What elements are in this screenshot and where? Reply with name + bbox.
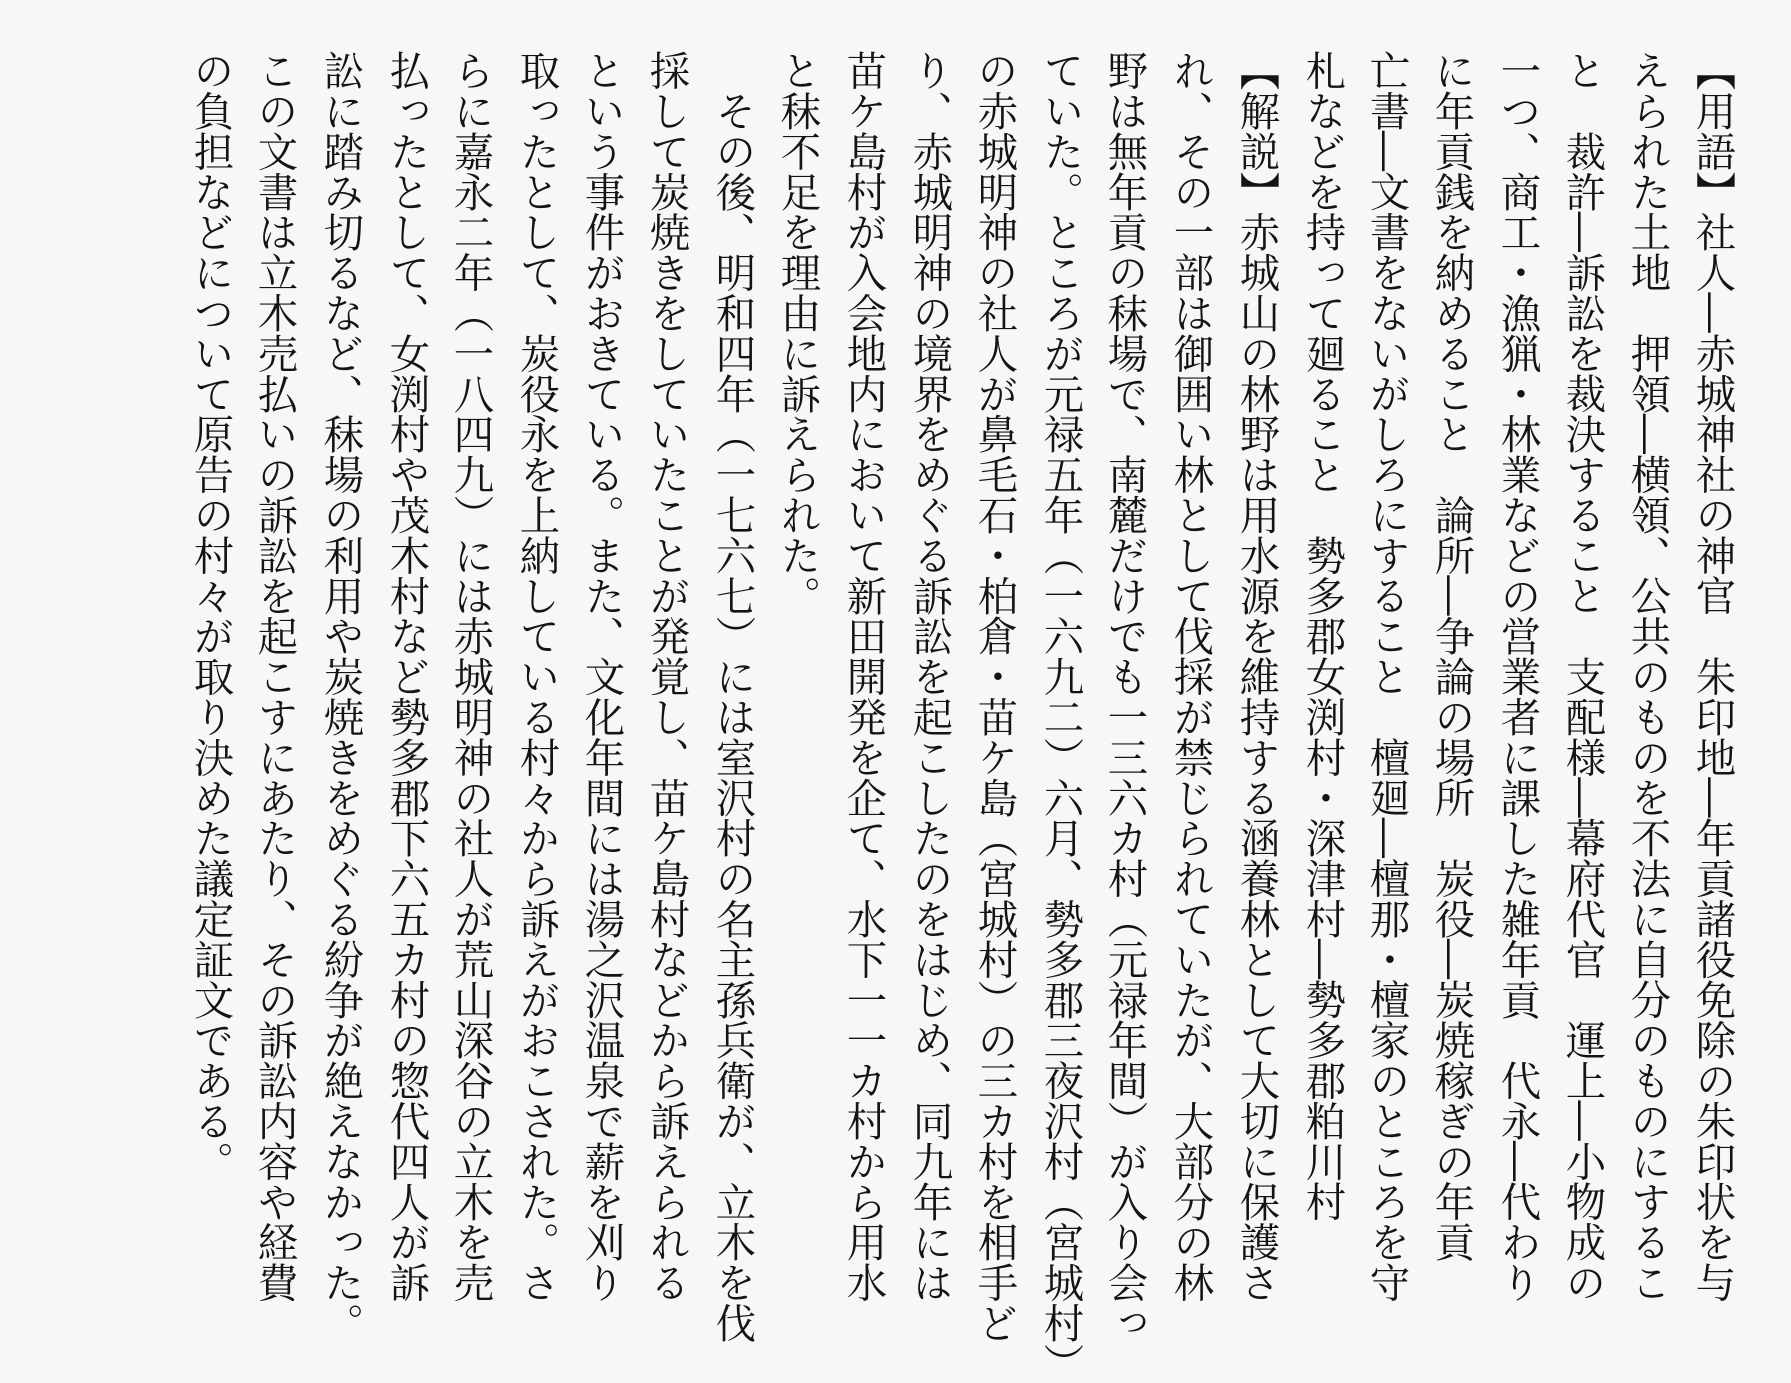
text-column-15: と秣不足を理由に訴えられた。 [773, 50, 822, 616]
text-column-4: 一つ、商工・漁猟・林業などの営業者に課した雑年貢 代永―代わり [1493, 50, 1542, 1303]
text-column-5: に年貢銭を納めること 論所―争論の場所 炭役―炭焼稼ぎの年貢 [1427, 50, 1476, 1262]
text-column-21: 払ったとして、女渕村や茂木村など勢多郡下六五カ村の惣代四人が訴 [382, 50, 431, 1303]
text-column-9: れ、その一部は御囲い林として伐採が禁じられていたが、大部分の林 [1166, 50, 1215, 1303]
text-column-1: 【用語】社人―赤城神社の神官 朱印地―年貢諸役免除の朱印状を与 [1688, 50, 1737, 1303]
text-column-3: と 裁許―訴訟を裁決すること 支配様―幕府代官 運上―小物成の [1558, 50, 1607, 1303]
text-column-23: この文書は立木売払いの訴訟を起こすにあたり、その訴訟内容や経費 [250, 50, 299, 1303]
text-column-10: 野は無年貢の秣場で、南麓だけでも一三六カ村（元禄年間）が入り会っ [1100, 50, 1149, 1343]
text-column-19: 取ったとして、炭役永を上納している村々から訴えがおこされた。さ [512, 50, 561, 1303]
text-column-12: の赤城明神の社人が鼻毛石・柏倉・苗ケ島（宮城村）の三カ村を相手ど [970, 50, 1019, 1343]
text-column-6: 亡書―文書をないがしろにすること 檀廻―檀那・檀家のところを守 [1362, 50, 1411, 1303]
text-column-14: 苗ケ島村が入会地内において新田開発を企て、水下一一カ村から用水 [839, 50, 888, 1303]
text-column-11: ていた。ところが元禄五年（一六九二）六月、勢多郡三夜沢村（宮城村） [1036, 50, 1085, 1383]
text-column-13: り、赤城明神の境界をめぐる訴訟を起こしたのをはじめ、同九年には [905, 50, 954, 1303]
text-column-2: えられた土地 押領―横領、公共のものを不法に自分のものにするこ [1623, 50, 1672, 1303]
text-column-22: 訟に踏み切るなど、秣場の利用や炭焼きをめぐる紛争が絶えなかった。 [316, 50, 365, 1343]
text-column-8: 【解説】赤城山の林野は用水源を維持する涵養林として大切に保護さ [1232, 50, 1281, 1303]
text-column-24: の負担などについて原告の村々が取り決めた議定証文である。 [186, 50, 235, 1182]
text-column-16: その後、明和四年（一七六七）には室沢村の名主孫兵衛が、立木を伐 [708, 50, 757, 1343]
text-column-20: らに嘉永二年（一八四九）には赤城明神の社人が荒山深谷の立木を売 [446, 50, 495, 1303]
text-column-18: という事件がおきている。また、文化年間には湯之沢温泉で薪を刈り [577, 50, 626, 1303]
text-column-17: 採して炭焼きをしていたことが発覚し、苗ケ島村などから訴えられる [642, 50, 691, 1303]
text-column-7: 札などを持って廻ること 勢多郡女渕村・深津村―勢多郡粕川村 [1298, 50, 1347, 1222]
